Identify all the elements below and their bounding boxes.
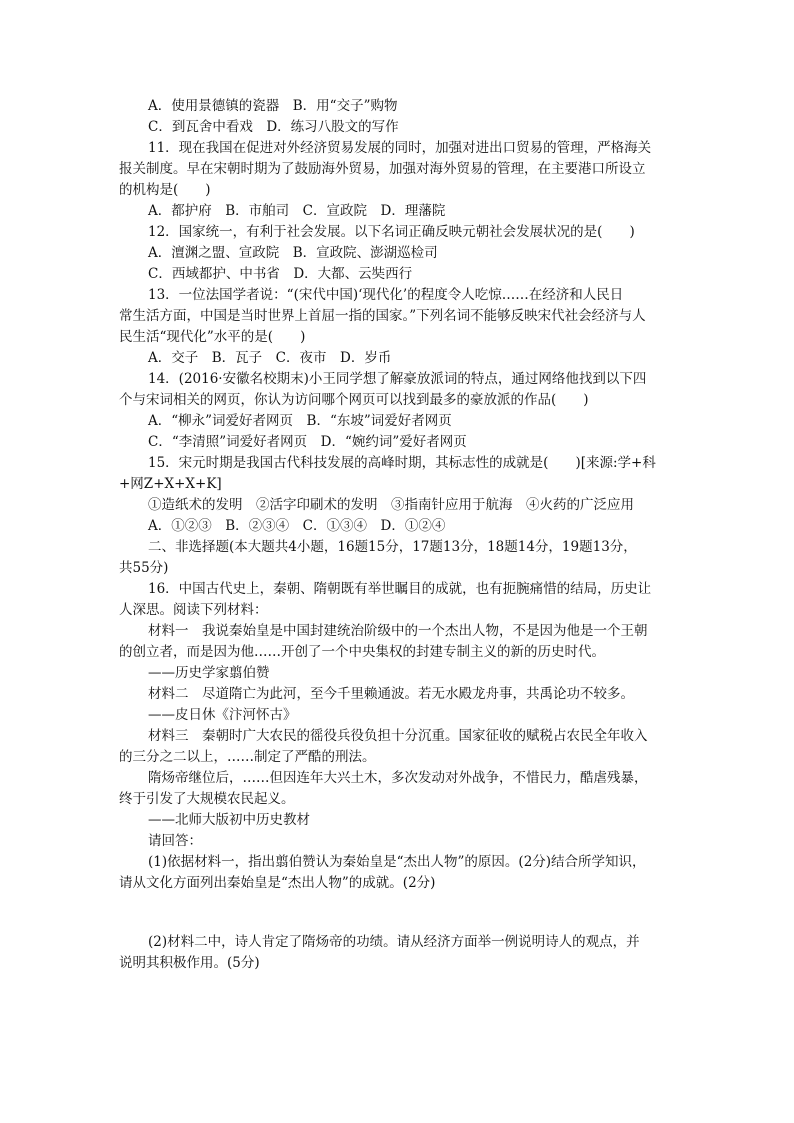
question-13-line: 13．一位法国学者说：“(宋代中国)‘现代化’的程度令人吃惊……在经济和人民日: [148, 287, 624, 303]
section-heading: 共55分): [119, 560, 169, 576]
material-3: 隋炀帝继位后，……但因连年大兴土木，多次发动对外战争，不惜民力，酷虐残暴，: [148, 770, 648, 786]
option-line: A．使用景德镇的瓷器 B．用“交子”购物: [148, 98, 398, 114]
question-12-line: 12．国家统一，有利于社会发展。以下名词正确反映元朝社会发展状况的是( ): [148, 224, 635, 240]
question-11-line: 11．现在我国在促进对外经济贸易发展的同时，加强对进出口贸易的管理，严格海关: [148, 140, 652, 156]
question-11-line: 的机构是( ): [119, 182, 211, 198]
question-15-line: 15．宋元时期是我国古代科技发展的高峰时期，其标志性的成就是( )[来源:学+科: [148, 455, 656, 471]
option-line: A．澶渊之盟、宣政院 B．宣政院、澎湖巡检司: [148, 245, 438, 261]
material-3: 终于引发了大规模农民起义。: [119, 791, 295, 807]
question-16-line: 人深思。阅读下列材料：: [119, 602, 268, 618]
question-13-line: 常生活方面，中国是当时世界上首屈一指的国家。”下列名词不能够反映宋代社会经济与人: [119, 308, 646, 324]
question-14-line: 个与宋词相关的网页，你认为访问哪个网页可以找到最多的豪放派的作品( ): [119, 392, 589, 408]
sub-question-1: 请从文化方面列出秦始皇是“杰出人物”的成就。(2分): [119, 875, 436, 891]
material-1: 的创立者，而是因为他……开创了一个中央集权的封建专制主义的新的历史时代。: [119, 644, 605, 660]
material-source: ——皮日休《汴河怀古》: [148, 707, 297, 723]
sub-question-2: 说明其积极作用。(5分): [119, 955, 260, 971]
sub-question-1: (1)依据材料一，指出翦伯赞认为秦始皇是“杰出人物”的原因。(2分)结合所学知识，: [148, 854, 646, 870]
question-15-line: +网Z+X+X+K]: [119, 476, 222, 492]
section-heading: 二、非选择题(本大题共4小题，16题15分，17题13分，18题14分，19题13分，: [148, 539, 637, 555]
question-14-line: 14．(2016·安徽名校期末)小王同学想了解豪放派词的特点，通过网络他找到以下四: [148, 371, 647, 387]
option-line: C．“李清照”词爱好者网页 D．“婉约词”爱好者网页: [148, 434, 467, 450]
option-line: A．①②③ B．②③④ C．①③④ D．①②④: [148, 518, 446, 534]
option-line: A．交子 B．瓦子 C．夜市 D．岁币: [148, 350, 392, 366]
material-3: 的三分之二以上，……制定了严酷的刑法。: [119, 749, 376, 765]
material-source: ——北师大版初中历史教材: [148, 812, 310, 828]
material-3: 材料三 秦朝时广大农民的徭役兵役负担十分沉重。国家征收的赋税占农民全年收入: [148, 728, 648, 744]
material-source: ——历史学家翦伯赞: [148, 665, 270, 681]
option-line: A．都护府 B．市舶司 C．宣政院 D．理藩院: [148, 203, 446, 219]
option-line: A．“柳永”词爱好者网页 B．“东坡”词爱好者网页: [148, 413, 452, 429]
sub-question-2: (2)材料二中，诗人肯定了隋炀帝的功绩。请从经济方面举一例说明诗人的观点，并: [148, 934, 640, 950]
question-16-line: 16．中国古代史上，秦朝、隋朝既有举世瞩目的成就，也有扼腕痛惜的结局，历史让: [148, 581, 652, 597]
material-1: 材料一 我说秦始皇是中国封建统治阶级中的一个杰出人物，不是因为他是一个王朝: [148, 623, 648, 639]
option-line: C．到瓦舍中看戏 D．练习八股文的写作: [148, 119, 399, 135]
question-15-items: ①造纸术的发明 ②活字印刷术的发明 ③指南针应用于航海 ④火药的广泛应用: [148, 497, 634, 513]
option-line: C．西域都护、中书省 D．大都、云奘西行: [148, 266, 413, 282]
question-11-line: 报关制度。早在宋朝时期为了鼓励海外贸易，加强对海外贸易的管理，在主要港口所设立: [119, 161, 646, 177]
material-2: 材料二 尽道隋亡为此河，至今千里赖通波。若无水殿龙舟事，共禹论功不较多。: [148, 686, 634, 702]
question-13-line: 民生活“现代化”水平的是( ): [119, 329, 306, 345]
prompt-label: 请回答：: [148, 833, 202, 849]
